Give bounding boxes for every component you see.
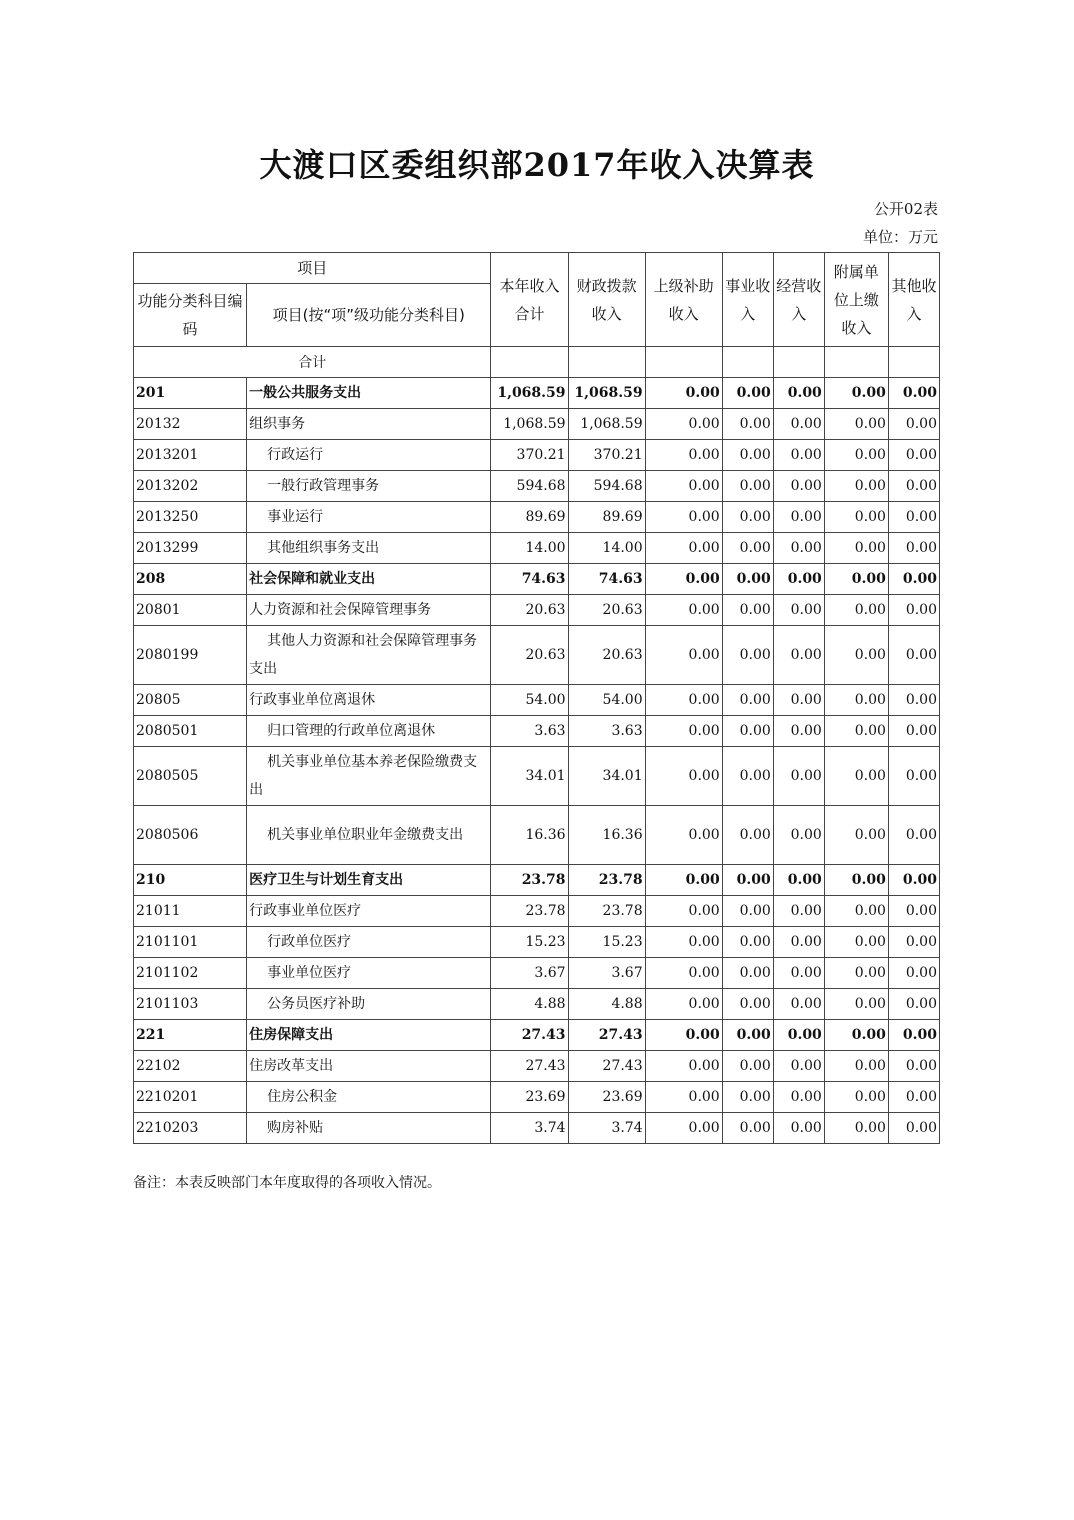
row-value-col-4: 0.00 bbox=[773, 927, 824, 958]
row-value-col-2: 0.00 bbox=[645, 440, 722, 471]
row-name: 住房保障支出 bbox=[247, 1020, 491, 1051]
row-value-col-0: 1,068.59 bbox=[491, 378, 568, 409]
row-value-col-6: 0.00 bbox=[888, 927, 939, 958]
row-value-col-5: 0.00 bbox=[824, 896, 888, 927]
row-value-col-3: 0.00 bbox=[722, 958, 773, 989]
row-value-col-5: 0.00 bbox=[824, 806, 888, 865]
row-value-col-3: 0.00 bbox=[722, 1020, 773, 1051]
total-label: 合计 bbox=[134, 347, 491, 378]
row-value-col-6: 0.00 bbox=[888, 471, 939, 502]
row-value-col-5: 0.00 bbox=[824, 409, 888, 440]
row-value-col-4: 0.00 bbox=[773, 1051, 824, 1082]
row-value-col-3: 0.00 bbox=[722, 1051, 773, 1082]
row-name: 医疗卫生与计划生育支出 bbox=[247, 865, 491, 896]
row-value-col-5: 0.00 bbox=[824, 564, 888, 595]
row-value-col-5: 0.00 bbox=[824, 716, 888, 747]
row-value-col-2: 0.00 bbox=[645, 806, 722, 865]
row-value-col-0: 370.21 bbox=[491, 440, 568, 471]
row-value-col-3: 0.00 bbox=[722, 806, 773, 865]
row-value-col-3: 0.00 bbox=[722, 685, 773, 716]
row-value-col-1: 23.78 bbox=[568, 896, 645, 927]
row-value-col-6: 0.00 bbox=[888, 685, 939, 716]
row-name: 事业运行 bbox=[247, 502, 491, 533]
row-value-col-5: 0.00 bbox=[824, 595, 888, 626]
row-name: 其他人力资源和社会保障管理事务支出 bbox=[247, 626, 491, 685]
row-code: 21011 bbox=[134, 896, 247, 927]
row-value-col-1: 74.63 bbox=[568, 564, 645, 595]
row-value-col-0: 1,068.59 bbox=[491, 409, 568, 440]
row-value-col-0: 23.69 bbox=[491, 1082, 568, 1113]
total-row bbox=[134, 347, 940, 378]
row-value-col-3: 0.00 bbox=[722, 896, 773, 927]
row-name: 一般行政管理事务 bbox=[247, 471, 491, 502]
row-code: 20801 bbox=[134, 595, 247, 626]
row-value-col-1: 4.88 bbox=[568, 989, 645, 1020]
row-value-col-0: 20.63 bbox=[491, 626, 568, 685]
row-value-col-2: 0.00 bbox=[645, 716, 722, 747]
row-value-col-1: 14.00 bbox=[568, 533, 645, 564]
row-value-col-2: 0.00 bbox=[645, 626, 722, 685]
row-code: 2080199 bbox=[134, 626, 247, 685]
row-value-col-2: 0.00 bbox=[645, 896, 722, 927]
row-value-col-3: 0.00 bbox=[722, 502, 773, 533]
row-value-col-4: 0.00 bbox=[773, 595, 824, 626]
row-value-col-5: 0.00 bbox=[824, 1020, 888, 1051]
row-value-col-4: 0.00 bbox=[773, 502, 824, 533]
footnote: 备注：本表反映部门本年度取得的各项收入情况。 bbox=[133, 1175, 441, 1191]
table-row bbox=[134, 927, 940, 958]
row-name: 行政事业单位离退休 bbox=[247, 685, 491, 716]
header-col-3: 事业收入 bbox=[722, 253, 773, 347]
row-value-col-3: 0.00 bbox=[722, 1113, 773, 1144]
row-value-col-6: 0.00 bbox=[888, 502, 939, 533]
income-table bbox=[133, 252, 940, 1144]
row-code: 22102 bbox=[134, 1051, 247, 1082]
row-value-col-2: 0.00 bbox=[645, 1113, 722, 1144]
row-value-col-3: 0.00 bbox=[722, 1082, 773, 1113]
row-value-col-0: 16.36 bbox=[491, 806, 568, 865]
row-value-col-1: 3.67 bbox=[568, 958, 645, 989]
row-code: 2210203 bbox=[134, 1113, 247, 1144]
row-value-col-2: 0.00 bbox=[645, 502, 722, 533]
row-value-col-5: 0.00 bbox=[824, 440, 888, 471]
row-code: 2013250 bbox=[134, 502, 247, 533]
row-value-col-0: 3.74 bbox=[491, 1113, 568, 1144]
row-value-col-3: 0.00 bbox=[722, 927, 773, 958]
page-title: 大渡口区委组织部2017年收入决算表 bbox=[259, 146, 815, 184]
row-value-col-5: 0.00 bbox=[824, 958, 888, 989]
row-code: 208 bbox=[134, 564, 247, 595]
header-col-2: 上级补助收入 bbox=[645, 253, 722, 347]
row-value-col-1: 23.78 bbox=[568, 865, 645, 896]
row-value-col-6: 0.00 bbox=[888, 1020, 939, 1051]
row-value-col-3: 0.00 bbox=[722, 440, 773, 471]
row-value-col-0: 20.63 bbox=[491, 595, 568, 626]
row-value-col-6: 0.00 bbox=[888, 1051, 939, 1082]
row-code: 201 bbox=[134, 378, 247, 409]
row-value-col-1: 16.36 bbox=[568, 806, 645, 865]
row-value-col-4: 0.00 bbox=[773, 533, 824, 564]
row-value-col-5: 0.00 bbox=[824, 471, 888, 502]
header-name: 项目(按“项”级功能分类科目) bbox=[247, 284, 491, 347]
row-value-col-5: 0.00 bbox=[824, 1113, 888, 1144]
row-value-col-1: 370.21 bbox=[568, 440, 645, 471]
row-value-col-4: 0.00 bbox=[773, 564, 824, 595]
row-value-col-3: 0.00 bbox=[722, 533, 773, 564]
row-value-col-0: 594.68 bbox=[491, 471, 568, 502]
row-value-col-1: 23.69 bbox=[568, 1082, 645, 1113]
row-name: 购房补贴 bbox=[247, 1113, 491, 1144]
row-value-col-0: 34.01 bbox=[491, 747, 568, 806]
row-name: 组织事务 bbox=[247, 409, 491, 440]
row-value-col-6: 0.00 bbox=[888, 958, 939, 989]
row-value-col-2: 0.00 bbox=[645, 989, 722, 1020]
header-col-0: 本年收入合计 bbox=[491, 253, 568, 347]
row-value-col-2: 0.00 bbox=[645, 1082, 722, 1113]
row-value-col-0: 23.78 bbox=[491, 896, 568, 927]
row-value-col-1: 20.63 bbox=[568, 595, 645, 626]
table-row bbox=[134, 1082, 940, 1113]
row-value-col-6: 0.00 bbox=[888, 1082, 939, 1113]
row-value-col-2: 0.00 bbox=[645, 595, 722, 626]
row-code: 2101101 bbox=[134, 927, 247, 958]
table-row bbox=[134, 865, 940, 896]
row-name: 公务员医疗补助 bbox=[247, 989, 491, 1020]
row-value-col-5: 0.00 bbox=[824, 927, 888, 958]
row-value-col-3: 0.00 bbox=[722, 626, 773, 685]
row-value-col-2: 0.00 bbox=[645, 533, 722, 564]
row-value-col-5: 0.00 bbox=[824, 626, 888, 685]
row-value-col-5: 0.00 bbox=[824, 989, 888, 1020]
row-value-col-0: 4.88 bbox=[491, 989, 568, 1020]
header-col-1: 财政拨款收入 bbox=[568, 253, 645, 347]
table-row bbox=[134, 533, 940, 564]
row-value-col-3: 0.00 bbox=[722, 378, 773, 409]
row-value-col-2: 0.00 bbox=[645, 564, 722, 595]
table-row bbox=[134, 1020, 940, 1051]
row-value-col-3: 0.00 bbox=[722, 564, 773, 595]
row-value-col-1: 89.69 bbox=[568, 502, 645, 533]
row-value-col-1: 1,068.59 bbox=[568, 409, 645, 440]
row-value-col-3: 0.00 bbox=[722, 865, 773, 896]
unit-label: 单位：万元 bbox=[862, 228, 938, 246]
table-row bbox=[134, 626, 940, 685]
header-col-5: 附属单位上缴收入 bbox=[824, 253, 888, 347]
table-row bbox=[134, 716, 940, 747]
row-name: 一般公共服务支出 bbox=[247, 378, 491, 409]
row-value-col-1: 27.43 bbox=[568, 1051, 645, 1082]
table-row bbox=[134, 440, 940, 471]
row-value-col-4: 0.00 bbox=[773, 409, 824, 440]
row-value-col-6: 0.00 bbox=[888, 564, 939, 595]
row-value-col-4: 0.00 bbox=[773, 1020, 824, 1051]
row-value-col-1: 27.43 bbox=[568, 1020, 645, 1051]
row-name: 行政单位医疗 bbox=[247, 927, 491, 958]
row-value-col-2: 0.00 bbox=[645, 409, 722, 440]
row-name: 其他组织事务支出 bbox=[247, 533, 491, 564]
row-name: 机关事业单位职业年金缴费支出 bbox=[247, 806, 491, 865]
header-col-6: 其他收入 bbox=[888, 253, 939, 347]
row-value-col-0: 27.43 bbox=[491, 1051, 568, 1082]
row-name: 行政运行 bbox=[247, 440, 491, 471]
row-code: 2101102 bbox=[134, 958, 247, 989]
row-value-col-1: 15.23 bbox=[568, 927, 645, 958]
row-value-col-0: 54.00 bbox=[491, 685, 568, 716]
row-value-col-5: 0.00 bbox=[824, 865, 888, 896]
row-value-col-2: 0.00 bbox=[645, 958, 722, 989]
row-value-col-4: 0.00 bbox=[773, 626, 824, 685]
row-name: 人力资源和社会保障管理事务 bbox=[247, 595, 491, 626]
row-value-col-5: 0.00 bbox=[824, 502, 888, 533]
row-value-col-3: 0.00 bbox=[722, 595, 773, 626]
row-value-col-6: 0.00 bbox=[888, 747, 939, 806]
table-row bbox=[134, 806, 940, 865]
row-value-col-4: 0.00 bbox=[773, 716, 824, 747]
row-value-col-6: 0.00 bbox=[888, 896, 939, 927]
row-value-col-0: 27.43 bbox=[491, 1020, 568, 1051]
row-value-col-1: 54.00 bbox=[568, 685, 645, 716]
row-value-col-2: 0.00 bbox=[645, 747, 722, 806]
row-value-col-2: 0.00 bbox=[645, 471, 722, 502]
row-value-col-4: 0.00 bbox=[773, 806, 824, 865]
row-value-col-6: 0.00 bbox=[888, 989, 939, 1020]
header-project: 项目 bbox=[134, 253, 491, 284]
table-row bbox=[134, 1113, 940, 1144]
row-value-col-5: 0.00 bbox=[824, 533, 888, 564]
table-row bbox=[134, 958, 940, 989]
table-row bbox=[134, 896, 940, 927]
row-code: 2013202 bbox=[134, 471, 247, 502]
row-code: 20805 bbox=[134, 685, 247, 716]
row-value-col-4: 0.00 bbox=[773, 440, 824, 471]
row-value-col-1: 34.01 bbox=[568, 747, 645, 806]
row-value-col-5: 0.00 bbox=[824, 685, 888, 716]
row-value-col-5: 0.00 bbox=[824, 1051, 888, 1082]
table-row bbox=[134, 409, 940, 440]
row-value-col-5: 0.00 bbox=[824, 747, 888, 806]
row-code: 2013299 bbox=[134, 533, 247, 564]
row-value-col-5: 0.00 bbox=[824, 1082, 888, 1113]
row-value-col-6: 0.00 bbox=[888, 1113, 939, 1144]
table-row bbox=[134, 1051, 940, 1082]
row-value-col-6: 0.00 bbox=[888, 806, 939, 865]
row-value-col-2: 0.00 bbox=[645, 1020, 722, 1051]
row-value-col-2: 0.00 bbox=[645, 865, 722, 896]
row-code: 20132 bbox=[134, 409, 247, 440]
row-value-col-4: 0.00 bbox=[773, 747, 824, 806]
row-name: 归口管理的行政单位离退休 bbox=[247, 716, 491, 747]
row-value-col-4: 0.00 bbox=[773, 1113, 824, 1144]
row-value-col-3: 0.00 bbox=[722, 716, 773, 747]
table-row bbox=[134, 989, 940, 1020]
row-code: 2080506 bbox=[134, 806, 247, 865]
row-code: 210 bbox=[134, 865, 247, 896]
row-name: 社会保障和就业支出 bbox=[247, 564, 491, 595]
header-col-4: 经营收入 bbox=[773, 253, 824, 347]
table-row bbox=[134, 595, 940, 626]
table-row bbox=[134, 502, 940, 533]
row-value-col-2: 0.00 bbox=[645, 378, 722, 409]
row-code: 221 bbox=[134, 1020, 247, 1051]
row-value-col-1: 3.74 bbox=[568, 1113, 645, 1144]
row-value-col-4: 0.00 bbox=[773, 471, 824, 502]
row-value-col-1: 594.68 bbox=[568, 471, 645, 502]
row-value-col-6: 0.00 bbox=[888, 626, 939, 685]
row-value-col-6: 0.00 bbox=[888, 595, 939, 626]
row-value-col-2: 0.00 bbox=[645, 1051, 722, 1082]
table-number: 公开02表 bbox=[873, 200, 938, 218]
row-value-col-0: 3.63 bbox=[491, 716, 568, 747]
row-value-col-6: 0.00 bbox=[888, 409, 939, 440]
row-value-col-4: 0.00 bbox=[773, 685, 824, 716]
header-code: 功能分类科目编码 bbox=[134, 284, 247, 347]
row-code: 2101103 bbox=[134, 989, 247, 1020]
row-value-col-6: 0.00 bbox=[888, 865, 939, 896]
row-value-col-1: 1,068.59 bbox=[568, 378, 645, 409]
row-value-col-4: 0.00 bbox=[773, 989, 824, 1020]
row-value-col-1: 20.63 bbox=[568, 626, 645, 685]
row-value-col-6: 0.00 bbox=[888, 716, 939, 747]
row-code: 2013201 bbox=[134, 440, 247, 471]
row-name: 事业单位医疗 bbox=[247, 958, 491, 989]
row-name: 住房公积金 bbox=[247, 1082, 491, 1113]
row-value-col-5: 0.00 bbox=[824, 378, 888, 409]
row-value-col-0: 74.63 bbox=[491, 564, 568, 595]
row-value-col-3: 0.00 bbox=[722, 989, 773, 1020]
row-value-col-4: 0.00 bbox=[773, 958, 824, 989]
row-value-col-1: 3.63 bbox=[568, 716, 645, 747]
row-code: 2080505 bbox=[134, 747, 247, 806]
table-row bbox=[134, 564, 940, 595]
row-value-col-6: 0.00 bbox=[888, 378, 939, 409]
row-name: 住房改革支出 bbox=[247, 1051, 491, 1082]
table-row bbox=[134, 471, 940, 502]
table-row bbox=[134, 685, 940, 716]
row-name: 行政事业单位医疗 bbox=[247, 896, 491, 927]
row-value-col-3: 0.00 bbox=[722, 471, 773, 502]
row-value-col-3: 0.00 bbox=[722, 409, 773, 440]
row-value-col-6: 0.00 bbox=[888, 533, 939, 564]
row-value-col-4: 0.00 bbox=[773, 378, 824, 409]
row-value-col-0: 23.78 bbox=[491, 865, 568, 896]
row-value-col-6: 0.00 bbox=[888, 440, 939, 471]
row-value-col-4: 0.00 bbox=[773, 896, 824, 927]
row-value-col-4: 0.00 bbox=[773, 865, 824, 896]
table-row bbox=[134, 747, 940, 806]
row-code: 2080501 bbox=[134, 716, 247, 747]
row-value-col-0: 3.67 bbox=[491, 958, 568, 989]
row-value-col-2: 0.00 bbox=[645, 685, 722, 716]
row-value-col-4: 0.00 bbox=[773, 1082, 824, 1113]
row-value-col-0: 89.69 bbox=[491, 502, 568, 533]
row-code: 2210201 bbox=[134, 1082, 247, 1113]
table-row bbox=[134, 378, 940, 409]
row-value-col-0: 14.00 bbox=[491, 533, 568, 564]
row-value-col-2: 0.00 bbox=[645, 927, 722, 958]
row-value-col-3: 0.00 bbox=[722, 747, 773, 806]
row-name: 机关事业单位基本养老保险缴费支出 bbox=[247, 747, 491, 806]
row-value-col-0: 15.23 bbox=[491, 927, 568, 958]
